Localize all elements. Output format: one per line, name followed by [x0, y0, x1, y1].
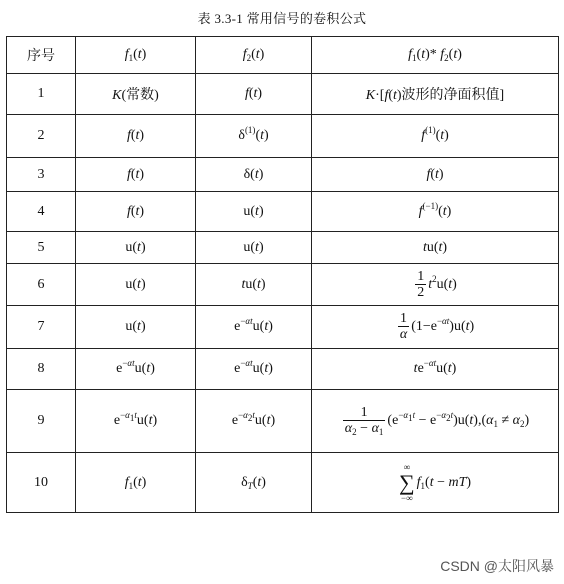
table-row	[7, 264, 559, 306]
row-index: 8	[7, 349, 76, 390]
cell-f1: K(常数)	[76, 74, 196, 115]
cell-f1: $e^{-\alpha t}u(t)$	[76, 349, 196, 390]
table-row	[7, 158, 559, 192]
table-caption: 表 3.3-1 常用信号的卷积公式	[197, 11, 367, 26]
cell-f2: $\delta^{(1)}(t)$	[196, 115, 312, 158]
cell-f2: tu(t)	[196, 264, 312, 306]
cell-f2: f(t)	[196, 74, 312, 115]
cell-result: $\frac{1}{\alpha}$ $(1-e^{-\alpha t})u(t)$	[312, 306, 559, 349]
header-f2: $f_2(t)$	[196, 37, 312, 74]
cell-result: ∞ ∑ −∞ $f_1(t - mT)$	[312, 453, 559, 513]
table-header-row	[7, 37, 559, 74]
row-index: 3	[7, 158, 76, 192]
cell-f1: u(t)	[76, 306, 196, 349]
cell-result: tu(t)	[312, 232, 559, 264]
cell-f2: $e^{-\alpha t}u(t)$	[196, 349, 312, 390]
table-row	[7, 306, 559, 349]
table-row	[7, 232, 559, 264]
cell-result: K·[f(t)波形的净面积值]	[312, 74, 559, 115]
cell-f2: $\delta_T(t)$	[196, 453, 312, 513]
cell-result: $\frac{1}{\alpha_2 - \alpha_1}$ $(e^{-\alpha_1t} - e^{-\alpha_2t})u(t),(\alpha_1 \ne \alpha_2)$	[312, 390, 559, 453]
fraction: $\frac{1}{\alpha_2 - \alpha_1}$	[344, 405, 384, 437]
table-row	[7, 74, 559, 115]
table-row	[7, 349, 559, 390]
cell-result: $\frac{1}{2}$ $t^2u(t)$	[312, 264, 559, 306]
summation-symbol: ∞ ∑ −∞	[398, 461, 415, 503]
cell-result: $te^{-\alpha t}u(t)$	[312, 349, 559, 390]
row-index: 6	[7, 264, 76, 306]
fraction: $\frac{1}{\alpha}$	[399, 311, 408, 342]
watermark: CSDN @太阳风暴	[440, 558, 554, 574]
cell-f1: f(t)	[76, 158, 196, 192]
cell-f2: $e^{-\alpha t}u(t)$	[196, 306, 312, 349]
cell-result: $f^{(-1)}(t)$	[312, 192, 559, 232]
cell-result: $f^{(1)}(t)$	[312, 115, 559, 158]
table-row	[7, 453, 559, 513]
table-row	[7, 192, 559, 232]
cell-f2: u(t)	[196, 192, 312, 232]
table-row	[7, 390, 559, 453]
cell-f1: $e^{-\alpha_1t}u(t)$	[76, 390, 196, 453]
cell-result: f(t)	[312, 158, 559, 192]
row-index: 10	[7, 453, 76, 513]
header-index: 序号	[7, 37, 76, 74]
header-f1: $f_1(t)$	[76, 37, 196, 74]
convolution-table	[6, 36, 559, 513]
cell-f2: $e^{-\alpha_2t}u(t)$	[196, 390, 312, 453]
row-index: 1	[7, 74, 76, 115]
cell-f2: δ(t)	[196, 158, 312, 192]
row-index: 9	[7, 390, 76, 453]
row-index: 5	[7, 232, 76, 264]
cell-f2: u(t)	[196, 232, 312, 264]
cell-f1: f(t)	[76, 115, 196, 158]
row-index: 2	[7, 115, 76, 158]
table-row	[7, 115, 559, 158]
cell-f1: u(t)	[76, 232, 196, 264]
row-index: 7	[7, 306, 76, 349]
header-result: $f_1(t)*$ $f_2(t)$	[312, 37, 559, 74]
cell-f1: u(t)	[76, 264, 196, 306]
fraction: $\frac{1}{2}$	[417, 268, 425, 300]
cell-f1: f(t)	[76, 192, 196, 232]
cell-f1: $f_1(t)$	[76, 453, 196, 513]
row-index: 4	[7, 192, 76, 232]
